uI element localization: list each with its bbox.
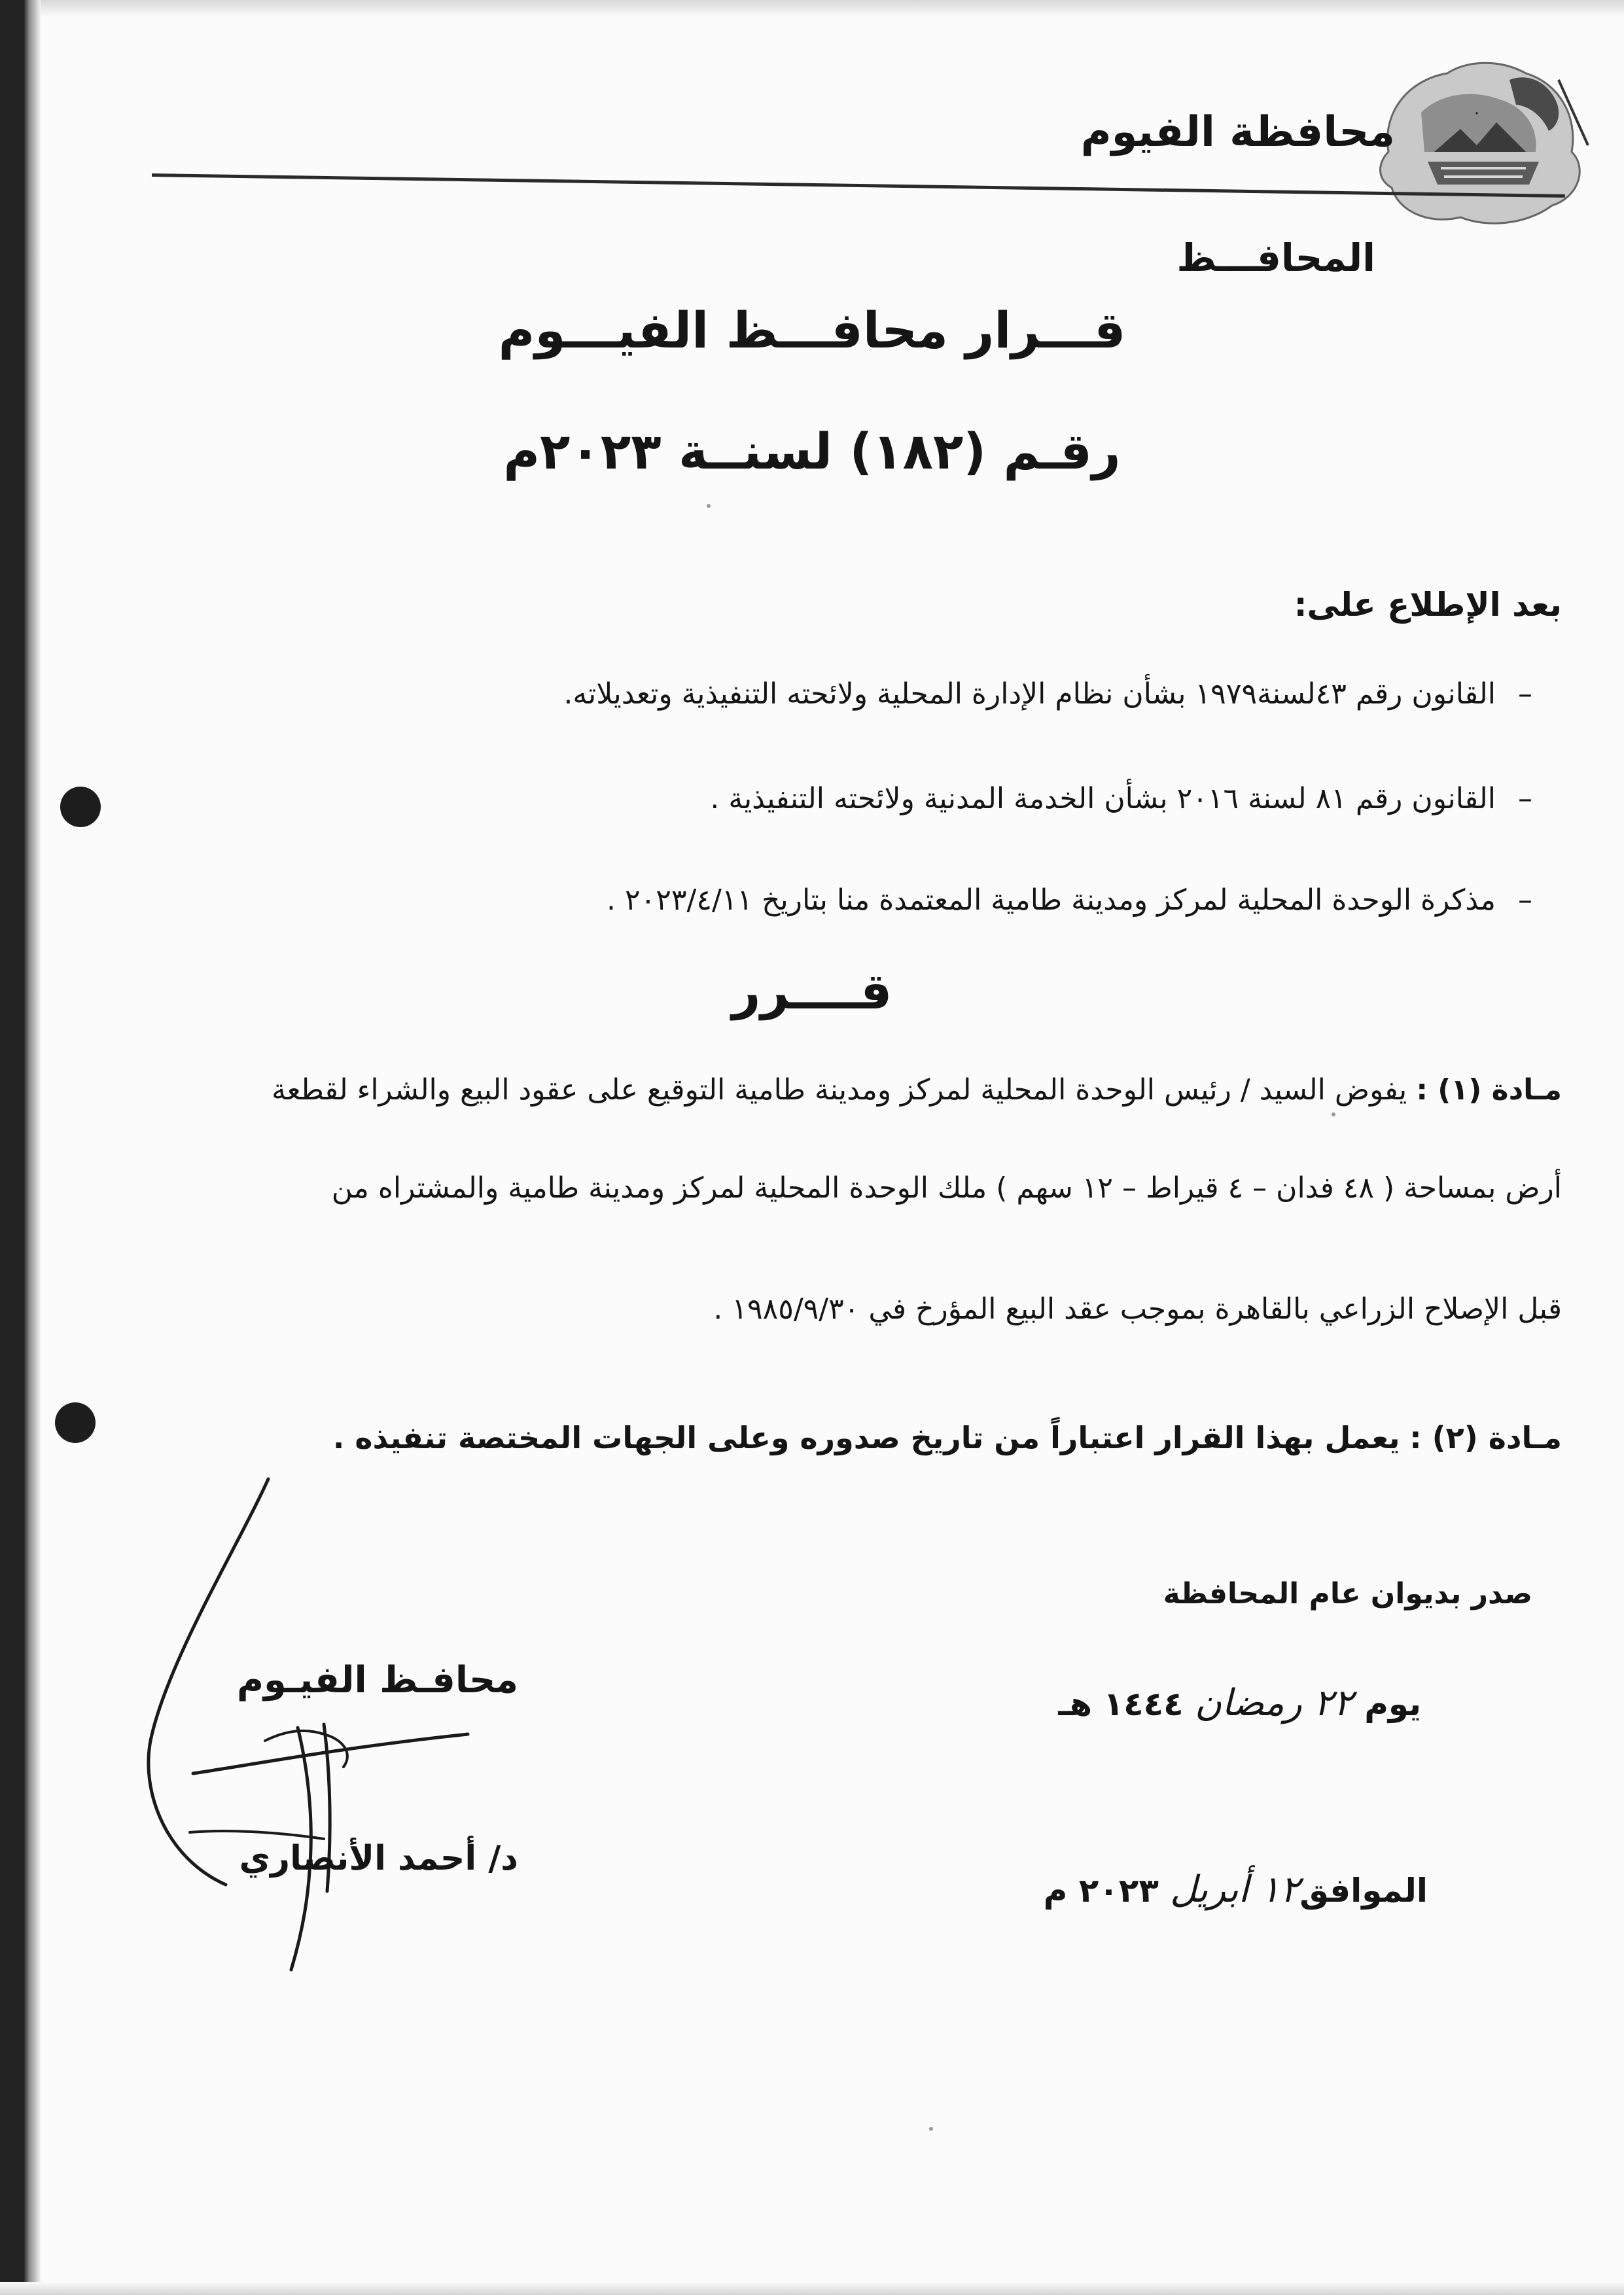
reference-text: القانون رقم ٨١ لسنة ٢٠١٦ بشأن الخدمة المدنية ولائحته التنفيذية . <box>710 782 1496 815</box>
article-1-line-1 <box>272 1073 1562 1107</box>
article-1-text: يفوض السيد / رئيس الوحدة المحلية لمركز ومدينة طامية التوقيع على عقود البيع والشراء لقطعة <box>272 1073 1407 1107</box>
list-dash: – <box>1518 677 1532 711</box>
punch-hole <box>60 787 101 827</box>
scan-speck <box>929 2127 933 2131</box>
scan-shadow-bottom <box>0 2282 1624 2295</box>
article-1-line-3: قبل الإصلاح الزراعي بالقاهرة بموجب عقد البيع المؤرخ في ١٩٨٥/٩/٣٠ . <box>713 1292 1562 1326</box>
signatory-title: محافـظ الفيـوم <box>236 1659 518 1701</box>
issuance-place: صدر بديوان عام المحافظة <box>1163 1577 1532 1610</box>
governorate-emblem-icon <box>1362 54 1591 230</box>
signatory-name: د/ أحمد الأنصاري <box>239 1839 518 1878</box>
signature-icon <box>128 1466 494 1976</box>
article-1-line-2: أرض بمساحة ( ٤٨ فدان – ٤ قيراط – ١٢ سهم ) ملك الوحدة المحلية لمركز ومدينة طامية والمشتراه من <box>331 1171 1562 1205</box>
svg-text:·: · <box>1474 104 1480 124</box>
role-label: المحافـــظ <box>1176 236 1375 280</box>
reference-text: مذكرة الوحدة المحلية لمركز ومدينة طامية المعتمدة منا بتاريخ ٢٠٢٣/٤/١١ . <box>607 883 1496 917</box>
hijri-handwritten: ٢٢ رمضان <box>1195 1682 1353 1724</box>
punch-hole <box>55 1402 96 1443</box>
article-2 <box>333 1420 1562 1455</box>
gregorian-date <box>1044 1868 1428 1911</box>
article-1-label: مـادة (١) : <box>1416 1073 1562 1107</box>
reference-item <box>607 883 1532 917</box>
reference-text: القانون رقم ٤٣لسنة١٩٧٩ بشأن نظام الإدارة المحلية ولائحته التنفيذية وتعديلاته. <box>563 677 1496 711</box>
scan-speck <box>1332 1112 1335 1116</box>
header-rule <box>152 173 1565 198</box>
governorate-header: محافظة الفيوم <box>1080 108 1395 156</box>
gregorian-prefix: الموافق <box>1299 1872 1428 1910</box>
scan-speck <box>707 504 711 508</box>
list-dash: – <box>1518 782 1532 815</box>
list-dash: – <box>1518 883 1532 917</box>
article-2-label: مـادة (٢) : <box>1409 1420 1562 1455</box>
decree-heading: قــــرر <box>732 962 892 1020</box>
hijri-suffix: ١٤٤٤ هـ <box>1058 1685 1184 1723</box>
scan-shadow-top <box>0 0 1624 17</box>
gregorian-handwritten: ١٢ أبريل <box>1170 1868 1300 1911</box>
hijri-date <box>1058 1682 1421 1724</box>
decision-number: رقـم (١٨٢) لسنــة ٢٠٢٣م <box>503 422 1121 480</box>
reference-item <box>710 782 1532 815</box>
preamble-heading: بعد الإطلاع على: <box>1294 586 1562 624</box>
decision-title: قـــرار محافـــظ الفيـــوم <box>498 301 1126 359</box>
article-2-text: يعمل بهذا القرار اعتباراً من تاريخ صدوره وعلى الجهات المختصة تنفيذه . <box>332 1420 1400 1455</box>
reference-item <box>563 677 1532 711</box>
gregorian-suffix: ٢٠٢٣ م <box>1043 1872 1159 1910</box>
hijri-prefix: يوم <box>1364 1685 1421 1723</box>
